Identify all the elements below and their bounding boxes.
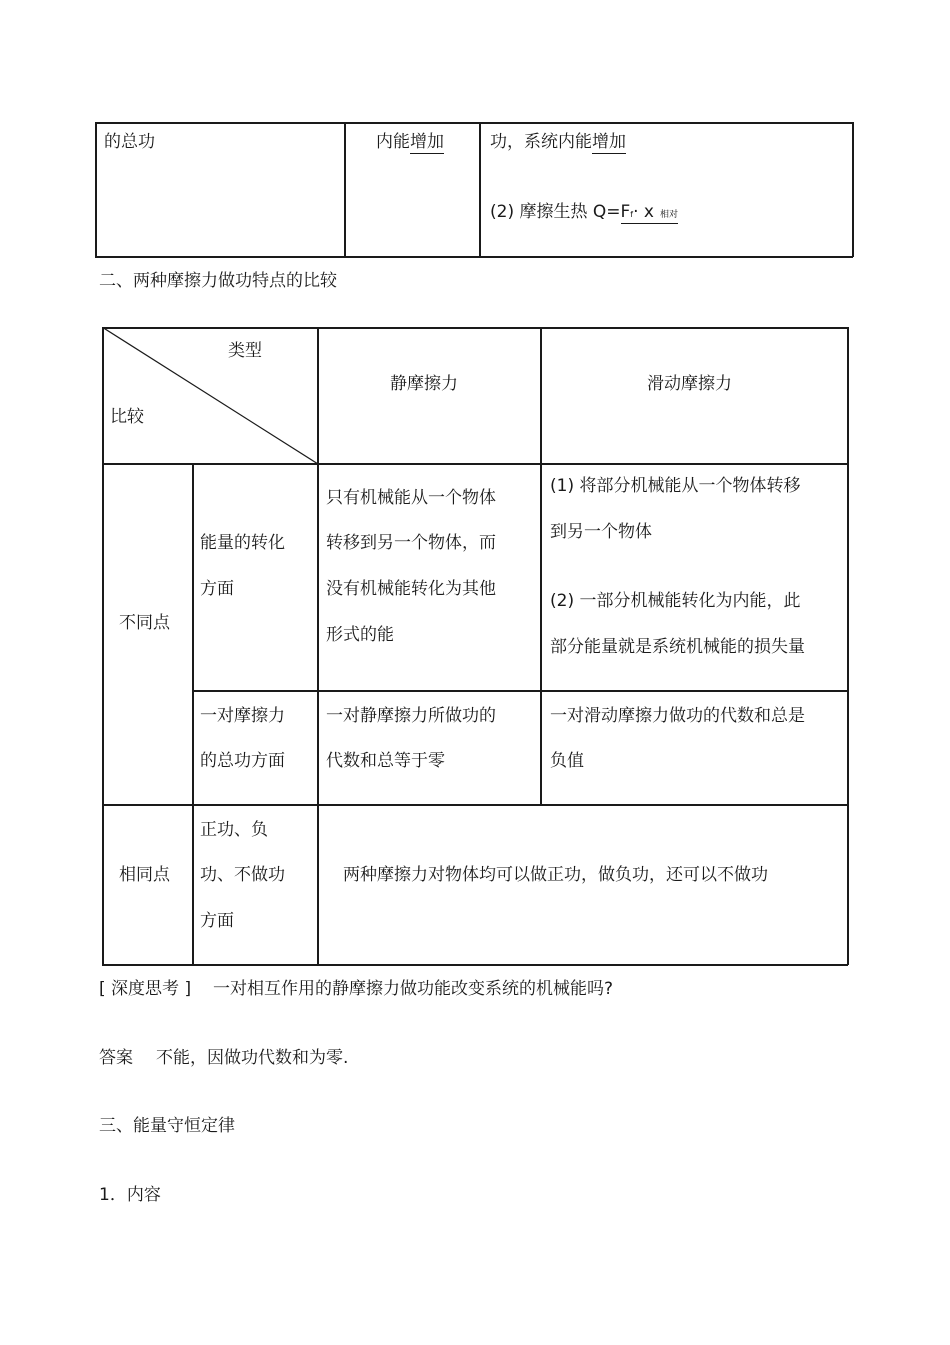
cell-text: 内能: [376, 132, 410, 152]
cell-energy-sliding: 到另一个物体: [550, 522, 652, 542]
aspect-pair-total-work: 一对摩擦力: [200, 706, 285, 726]
cell-energy-static: 没有机械能转化为其他: [326, 579, 496, 599]
table-border: [847, 327, 849, 965]
formula-x: · x: [633, 202, 654, 222]
header-static-friction: 静摩擦力: [390, 374, 458, 394]
aspect-pair-total-work: 的总功方面: [200, 751, 285, 771]
table-border: [192, 690, 848, 692]
table-cell: 的总功: [104, 132, 155, 152]
answer-label: 答案: [99, 1048, 133, 1068]
cell-text: 功，系统内能: [490, 132, 592, 152]
table-border: [540, 327, 542, 805]
aspect-energy: 方面: [200, 579, 234, 599]
header-sliding-friction: 滑动摩擦力: [647, 374, 732, 394]
table-border: [192, 463, 194, 965]
deep-thinking-question: 一对相互作用的静摩擦力做功能改变系统的机械能吗?: [213, 979, 614, 999]
cell-pair-static: 一对静摩擦力所做功的: [326, 706, 496, 726]
section-heading: 二、两种摩擦力做功特点的比较: [99, 271, 337, 291]
cell-text: (2) 摩擦生热 Q=: [490, 202, 621, 222]
formula-f: F: [620, 202, 631, 222]
formula-subscript: f: [630, 210, 634, 219]
fill-blank-answer: 增加: [410, 132, 444, 152]
cell-energy-static: 转移到另一个物体，而: [326, 533, 496, 553]
table-border: [102, 804, 848, 806]
aspect-work-sign: 功、不做功: [200, 865, 285, 885]
cell-energy-static: 只有机械能从一个物体: [326, 488, 496, 508]
cell-energy-sliding: (1) 将部分机械能从一个物体转移: [550, 476, 801, 496]
cell-energy-sliding: 部分能量就是系统机械能的损失量: [550, 637, 805, 657]
fill-blank-answer: 增加: [592, 132, 626, 152]
aspect-energy: 能量的转化: [200, 533, 285, 553]
list-item-content: 1．内容: [99, 1185, 161, 1205]
deep-thinking-tag: [ 深度思考 ]: [99, 979, 192, 999]
row-label-differences: 不同点: [119, 613, 170, 633]
section-heading: 三、能量守恒定律: [99, 1116, 235, 1136]
cell-pair-sliding: 一对滑动摩擦力做功的代数和总是: [550, 706, 805, 726]
cell-similarity-text: 两种摩擦力对物体均可以做正功，做负功，还可以不做功: [343, 865, 768, 885]
aspect-work-sign: 正功、负: [200, 820, 268, 840]
cell-energy-sliding: (2) 一部分机械能转化为内能，此: [550, 591, 801, 611]
row-label-similarities: 相同点: [119, 865, 170, 885]
diagonal-header-line: [102, 327, 318, 464]
header-type: 类型: [228, 341, 262, 361]
cell-pair-sliding: 负值: [550, 751, 584, 771]
cell-pair-static: 代数和总等于零: [326, 751, 445, 771]
table-border: [102, 964, 848, 966]
answer-text: 不能，因做功代数和为零.: [156, 1048, 349, 1068]
header-compare: 比较: [110, 407, 144, 427]
formula-subscript: 相对: [660, 210, 679, 220]
cell-energy-static: 形式的能: [326, 625, 394, 645]
aspect-work-sign: 方面: [200, 911, 234, 931]
